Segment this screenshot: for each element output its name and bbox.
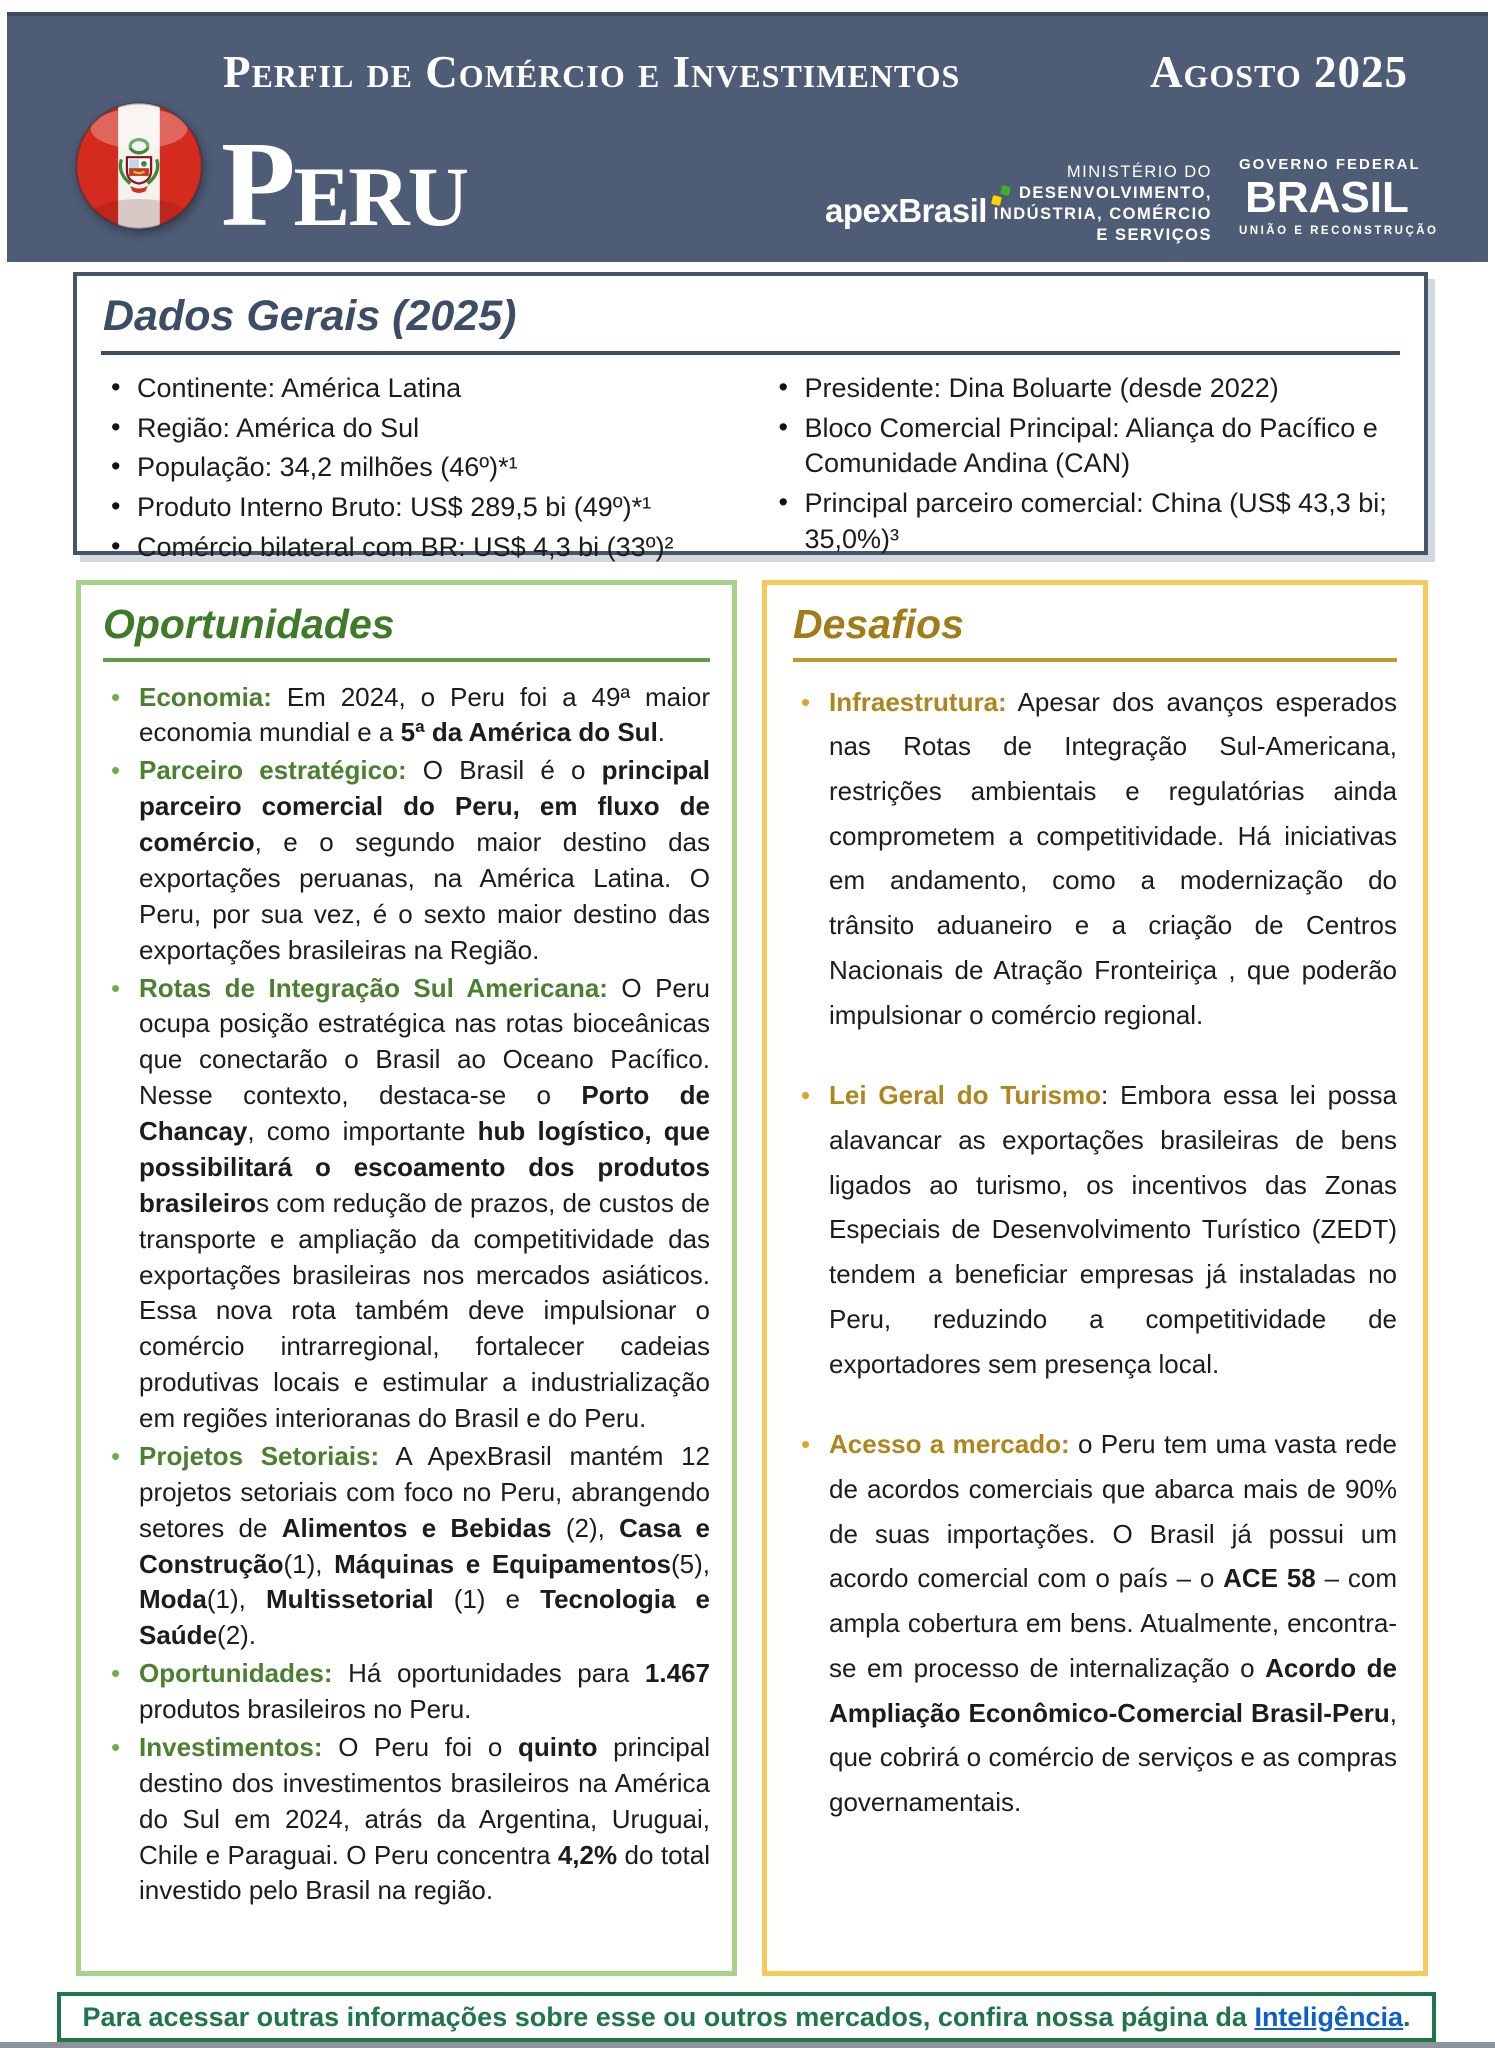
oportunidades-list — [103, 680, 710, 1910]
list-item: • Comércio bilateral com BR: US$ 4,3 bi (33º)² — [101, 530, 733, 566]
desafios-list — [793, 680, 1397, 1825]
uniao-reconstrucao-label: UNIÃO E RECONSTRUÇÃO — [1239, 225, 1439, 238]
inteligencia-link[interactable]: Inteligência — [1254, 2001, 1403, 2032]
oportunidades-box — [76, 580, 737, 1976]
section-title-oportunidades: Oportunidades — [103, 601, 395, 647]
list-item: • Região: América do Sul — [101, 411, 733, 447]
header-banner — [7, 12, 1488, 262]
list-item: • Produto Interno Bruto: US$ 289,5 bi (49º)*¹ — [101, 490, 733, 526]
list-item: • Principal parceiro comercial: China (US$ 43,3 bi; 35,0%)³ — [769, 486, 1401, 557]
list-item: • Bloco Comercial Principal: Aliança do Pacífico e Comunidade Andina (CAN) — [769, 411, 1401, 482]
ministry-logo-line: DESENVOLVIMENTO, — [1019, 184, 1212, 202]
desafios-box — [762, 580, 1428, 1976]
peru-flag-icon — [73, 100, 205, 232]
list-item: • População: 34,2 milhões (46º)*¹ — [101, 450, 733, 486]
page-title: Perfil de Comércio e Investimentos — [223, 47, 961, 97]
list-item: • Oportunidades: Há oportunidades para 1.467 produtos brasileiros no Peru. — [103, 1656, 710, 1728]
list-item: • Projetos Setoriais: A ApexBrasil mantém 12 projetos setoriais com foco no Peru, abrangendo setores de Alimentos e Bebidas (2), Casa e Construção(1), Máquinas e Equipamentos(5), Moda(1), Multissetorial (1) e Tecnologia e Saúde(2). — [103, 1439, 710, 1654]
list-item: • Continente: América Latina — [101, 371, 733, 407]
section-title-desafios: Desafios — [793, 601, 964, 647]
divider — [103, 658, 710, 662]
dados-gerais-box — [73, 272, 1428, 562]
governo-federal-label: GOVERNO FEDERAL — [1239, 156, 1421, 173]
list-item: • Lei Geral do Turismo: Embora essa lei possa alavancar as exportações brasileiras de bens ligados ao turismo, os incentivos das Zonas Especiais de Desenvolvimento Turístico (ZEDT) tendem a beneficiar empresas já instaladas no Peru, reduzindo a competitividade de exportadores sem presença local. — [793, 1073, 1397, 1386]
ministry-logo — [960, 162, 1212, 246]
footer-text-end: . — [1402, 2001, 1411, 2032]
list-item: • Economia: Em 2024, o Peru foi a 49ª maior economia mundial e a 5ª da América do Sul. — [103, 680, 710, 752]
brasil-wordmark: BRASIL — [1245, 173, 1409, 222]
divider — [793, 658, 1397, 662]
list-item: • Parceiro estratégico: O Brasil é o principal parceiro comercial do Peru, em fluxo de comércio, e o segundo maior destino das exportações peruanas, na América Latina. O Peru, por sua vez, é o sexto maior destino das exportações brasileiras na Região. — [103, 753, 710, 968]
page-edge — [0, 2042, 1495, 2048]
footer-banner — [57, 1992, 1436, 2042]
country-name: Peru — [221, 117, 467, 252]
divider — [101, 351, 1400, 355]
list-item: • Infraestrutura: Apesar dos avanços esperados nas Rotas de Integração Sul-Americana, restrições ambientais e regulatórias ainda comprometem a competitividade. Há iniciativas em andamento, como a modernização do trânsito aduaneiro e a criação de Centros Nacionais de Atração Fronteiriça , que poderão impulsionar o comércio regional. — [793, 680, 1397, 1038]
list-item: • Acesso a mercado: o Peru tem uma vasta rede de acordos comerciais que abarca mais de 90% de suas importações. O Brasil já possui um acordo comercial com o país – o ACE 58 – com ampla cobertura em bens. Atualmente, encontra-se em processo de internalização o Acordo de Ampliação Econômico-Comercial Brasil-Peru, que cobrirá o comércio de serviços e as compras governamentais. — [793, 1422, 1397, 1824]
list-item: • Presidente: Dina Boluarte (desde 2022) — [769, 371, 1401, 407]
footer-text: Para acessar outras informações sobre esse ou outros mercados, confira nossa página da — [82, 2001, 1255, 2032]
list-item: • Rotas de Integração Sul Americana: O Peru ocupa posição estratégica nas rotas bioceânicas que conectarão o Brasil ao Oceano Pacífico. Nesse contexto, destaca-se o Porto de Chancay, como importante hub logístico, que possibilitará o escoamento dos produtos brasileiros com redução de prazos, de custos de transporte e ampliação da competitividade das exportações brasileiras nos mercados asiáticos. Essa nova rota também deve impulsionar o comércio intrarregional, fortalecer cadeias produtivas locais e estimular a industrialização em regiões interioranas do Brasil e do Peru. — [103, 971, 710, 1437]
ministry-logo-line: MINISTÉRIO DO — [1066, 163, 1212, 181]
header-date: Agosto 2025 — [1150, 47, 1408, 97]
ministry-logo-line: INDÚSTRIA, COMÉRCIO — [993, 205, 1212, 223]
dados-right-list — [769, 371, 1401, 569]
governo-federal-logo — [1239, 156, 1439, 238]
dados-left-list — [101, 371, 733, 569]
dados-gerais-columns — [101, 371, 1400, 569]
apexbrasil-logo-text: apexBrasil — [825, 192, 987, 229]
list-item: • Investimentos: O Peru foi o quinto principal destino dos investimentos brasileiros na América do Sul em 2024, atrás da Argentina, Uruguai, Chile e Paraguai. O Peru concentra 4,2% do total investido pelo Brasil na região. — [103, 1730, 710, 1909]
ministry-logo-line: E SERVIÇOS — [1096, 226, 1212, 244]
section-title-dados-gerais: Dados Gerais (2025) — [103, 292, 517, 340]
